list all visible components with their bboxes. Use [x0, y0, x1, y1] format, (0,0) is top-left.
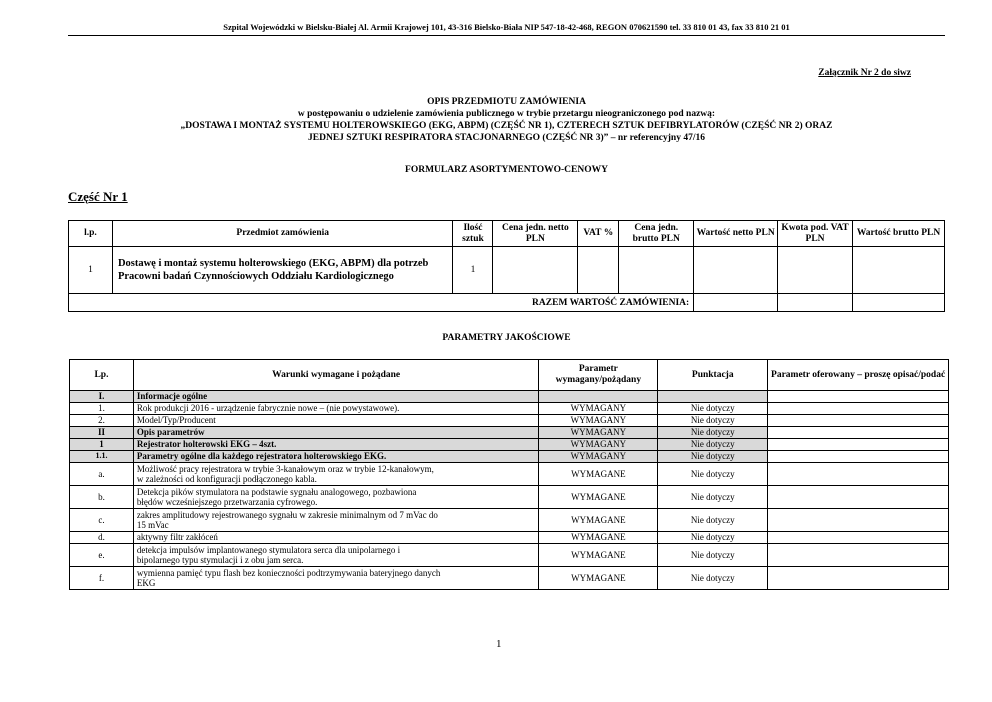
row-desc: Rok produkcji 2016 - urządzenie fabrycznie nowe – (nie powystawowe).: [133, 403, 538, 415]
row-desc-line-2: bipolarnego typu stymulacji i z obu jam serca.: [136, 555, 304, 565]
params-header-row: [70, 360, 949, 391]
row-req: WYMAGANY: [539, 427, 658, 439]
row-offered-cell[interactable]: [768, 391, 949, 403]
row-desc-line-2: błędów wcześniejszego przetwarzania cyfrowego.: [136, 497, 318, 507]
params-header-score: Punktacja: [658, 360, 768, 391]
row-req: WYMAGANE: [539, 509, 658, 532]
order-item-subject: Dostawę i montaż systemu holterowskiego (EKG, ABPM) dla potrzeb Pracowni badań Czynnościowych Oddziału Kardiologicznego: [112, 247, 453, 294]
row-req: WYMAGANE: [539, 486, 658, 509]
table-row: [70, 427, 949, 439]
order-item-vat-amount[interactable]: [778, 247, 853, 294]
row-desc: Informacje ogólne: [133, 391, 538, 403]
quality-title: PARAMETRY JAKOŚCIOWE: [442, 333, 571, 343]
order-item-unit-gross[interactable]: [619, 247, 694, 294]
row-req: WYMAGANY: [539, 415, 658, 427]
page-number: 1: [496, 638, 502, 650]
table-row: [70, 486, 949, 509]
order-header-value-gross: Wartość brutto PLN: [853, 221, 945, 247]
row-req: WYMAGANE: [539, 463, 658, 486]
row-lp: 2.: [70, 415, 134, 427]
params-header-conditions: Warunki wymagane i pożądane: [133, 360, 538, 391]
row-score: Nie dotyczy: [658, 439, 768, 451]
order-total-label: RAZEM WARTOŚĆ ZAMÓWIENIA:: [69, 294, 694, 312]
order-header-row: [69, 221, 945, 247]
row-score: Nie dotyczy: [658, 403, 768, 415]
order-header-vat: VAT %: [578, 221, 619, 247]
row-req: WYMAGANE: [539, 567, 658, 590]
row-lp: b.: [70, 486, 134, 509]
row-offered-cell[interactable]: [768, 544, 949, 567]
order-item-value-gross[interactable]: [853, 247, 945, 294]
table-row: [70, 403, 949, 415]
row-req: WYMAGANY: [539, 451, 658, 463]
order-header-qty: Ilość sztuk: [453, 221, 493, 247]
row-desc: Opis parametrów: [133, 427, 538, 439]
order-total-vat-amount[interactable]: [778, 294, 853, 312]
order-item-lp: 1: [69, 247, 113, 294]
row-offered-cell[interactable]: [768, 486, 949, 509]
title-block: [68, 96, 945, 144]
row-offered-cell[interactable]: [768, 463, 949, 486]
row-req: WYMAGANY: [539, 403, 658, 415]
row-lp: f.: [70, 567, 134, 590]
title-main: OPIS PRZEDMIOTU ZAMÓWIENIA: [427, 97, 586, 107]
row-lp: 1.1.: [70, 451, 134, 463]
title-line-3: „DOSTAWA I MONTAŻ SYSTEMU HOLTEROWSKIEGO (EKG, ABPM) (CZĘŚĆ NR 1), CZTERECH SZTUK DEFIBRYLATORÓW (CZĘŚĆ NR 2) ORAZ: [180, 121, 833, 131]
row-req: WYMAGANY: [539, 439, 658, 451]
order-header-unit-net: Cena jedn. netto PLN: [493, 221, 578, 247]
order-total-value-gross[interactable]: [853, 294, 945, 312]
order-item-unit-net[interactable]: [493, 247, 578, 294]
row-desc: Model/Typ/Producent: [133, 415, 538, 427]
row-offered-cell[interactable]: [768, 567, 949, 590]
row-desc: Parametry ogólne dla każdego rejestratora holterowskiego EKG.: [133, 451, 538, 463]
row-score: Nie dotyczy: [658, 509, 768, 532]
row-desc-line-1: Możliwość pracy rejestratora w trybie 3-kanałowym oraz w trybie 12-kanałowym,: [136, 463, 434, 474]
row-desc-line-1: detekcja impulsów implantowanego stymulatora serca dla unipolarnego i: [136, 544, 401, 555]
row-offered-cell[interactable]: [768, 509, 949, 532]
row-lp: 1: [70, 439, 134, 451]
table-row: [70, 391, 949, 403]
row-lp: I.: [70, 391, 134, 403]
row-desc: [133, 567, 538, 590]
form-title: FORMULARZ ASORTYMENTOWO-CENOWY: [405, 165, 608, 175]
order-header-lp: l.p.: [69, 221, 113, 247]
row-offered-cell[interactable]: [768, 532, 949, 544]
annex-label: Załącznik Nr 2 do siwz: [818, 68, 911, 78]
row-desc: [133, 509, 538, 532]
row-offered-cell[interactable]: [768, 451, 949, 463]
params-header-param: Parametr wymagany/pożądany: [539, 360, 658, 391]
order-table: [68, 220, 945, 312]
row-offered-cell[interactable]: [768, 439, 949, 451]
title-line-4: JEDNEJ SZTUKI RESPIRATORA STACJONARNEGO (CZĘŚĆ NR 3)” – nr referencyjny 47/16: [308, 133, 705, 143]
params-table: [69, 359, 949, 590]
table-row: [70, 463, 949, 486]
row-desc-line-1: zakres amplitudowy rejestrowanego sygnału w zakresie minimalnym od 7 mVac do: [136, 509, 438, 520]
table-row: [70, 509, 949, 532]
row-desc: [133, 463, 538, 486]
order-total-row: [69, 294, 945, 312]
row-score: Nie dotyczy: [658, 567, 768, 590]
row-score: [658, 391, 768, 403]
row-desc-line-1: Detekcja pików stymulatora na podstawie sygnału analogowego, pozbawiona: [136, 486, 417, 497]
order-item-vat[interactable]: [578, 247, 619, 294]
row-req: WYMAGANE: [539, 544, 658, 567]
row-desc: aktywny filtr zakłóceń: [133, 532, 538, 544]
order-item-value-net[interactable]: [694, 247, 778, 294]
row-desc: [133, 486, 538, 509]
table-row: [70, 451, 949, 463]
table-row: [70, 544, 949, 567]
table-row: [70, 415, 949, 427]
order-header-unit-gross: Cena jedn. brutto PLN: [619, 221, 694, 247]
row-lp: 1.: [70, 403, 134, 415]
row-score: Nie dotyczy: [658, 532, 768, 544]
row-lp: II: [70, 427, 134, 439]
row-desc-line-2: EKG: [136, 578, 156, 588]
row-desc-line-2: 15 mVac: [136, 520, 169, 530]
document-header: Szpital Wojewódzki w Bielsku-Białej Al. Armii Krajowej 101, 43-316 Bielsko-Biała NIP 547-18-42-468, REGON 070621590 tel. 33 810 01 43, fax 33 810 21 01: [68, 22, 945, 36]
row-desc: [133, 544, 538, 567]
table-row: [70, 567, 949, 590]
row-lp: a.: [70, 463, 134, 486]
row-score: Nie dotyczy: [658, 544, 768, 567]
part-title: Część Nr 1: [68, 189, 128, 204]
row-score: Nie dotyczy: [658, 463, 768, 486]
row-score: Nie dotyczy: [658, 486, 768, 509]
order-header-vat-amount: Kwota pod. VAT PLN: [778, 221, 853, 247]
row-offered-cell[interactable]: [768, 415, 949, 427]
row-score: Nie dotyczy: [658, 451, 768, 463]
row-lp: d.: [70, 532, 134, 544]
table-row: [70, 532, 949, 544]
row-score: Nie dotyczy: [658, 427, 768, 439]
row-desc: Rejestrator holterowski EKG – 4szt.: [133, 439, 538, 451]
order-total-value-net[interactable]: [694, 294, 778, 312]
row-desc-line-2: w zależności od konfiguracji podłączonego kabla.: [136, 474, 317, 484]
row-score: Nie dotyczy: [658, 415, 768, 427]
table-row: [70, 439, 949, 451]
row-lp: e.: [70, 544, 134, 567]
row-desc-line-1: wymienna pamięć typu flash bez konieczności podtrzymywania bateryjnego danych: [136, 567, 441, 578]
row-req: [539, 391, 658, 403]
params-header-offered: Parametr oferowany – proszę opisać/podać: [768, 360, 949, 391]
row-req: WYMAGANE: [539, 532, 658, 544]
row-offered-cell[interactable]: [768, 427, 949, 439]
order-header-value-net: Wartość netto PLN: [694, 221, 778, 247]
title-line-2: w postępowaniu o udzielenie zamówienia publicznego w trybie przetargu nieograniczonego pod nazwą:: [297, 109, 716, 119]
row-lp: c.: [70, 509, 134, 532]
order-item-qty: 1: [453, 247, 493, 294]
order-header-subject: Przedmiot zamówienia: [112, 221, 453, 247]
order-item-row: [69, 247, 945, 294]
params-header-lp: Lp.: [70, 360, 134, 391]
row-offered-cell[interactable]: [768, 403, 949, 415]
